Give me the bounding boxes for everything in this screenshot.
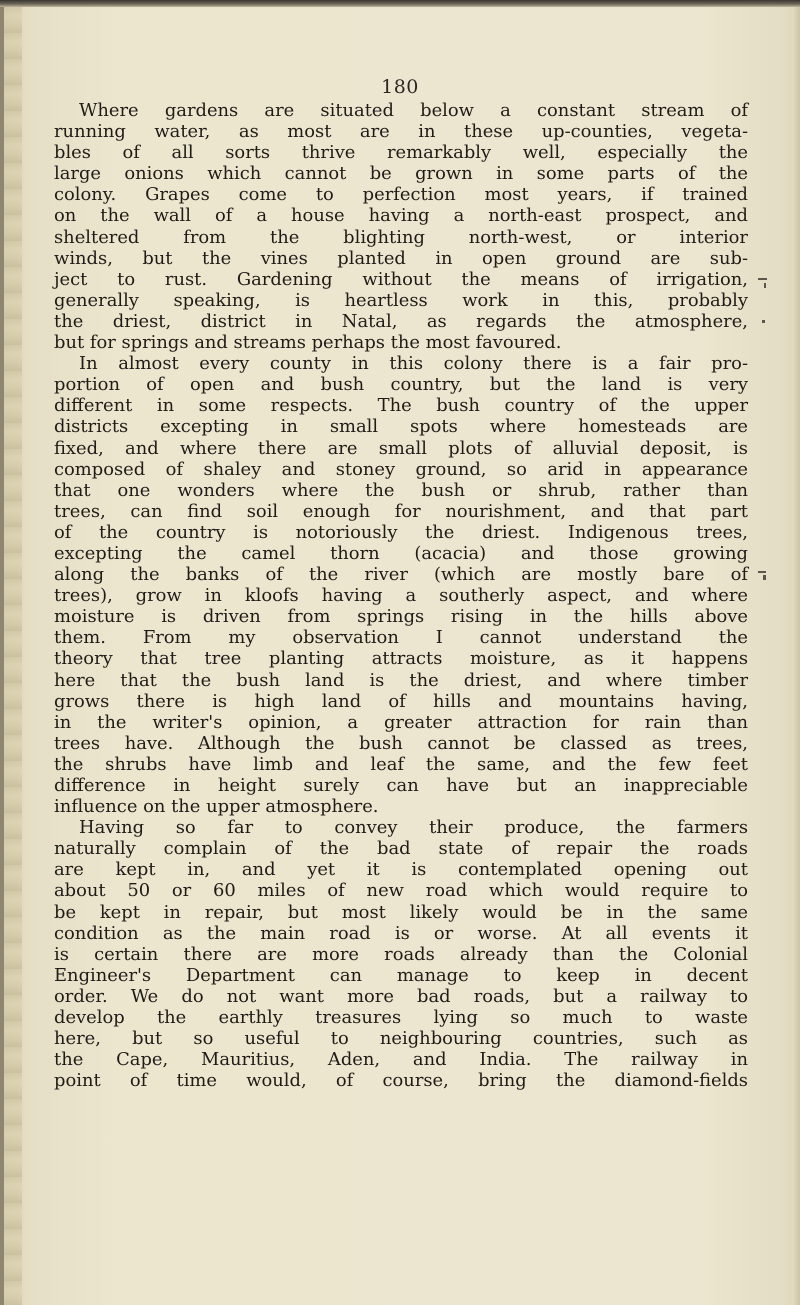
text-line: on the wall of a house having a north-east prospect, and xyxy=(54,205,748,227)
text-line: colony. Grapes come to perfection most years, if trained xyxy=(54,184,748,206)
bleed-mark xyxy=(763,575,766,580)
text-line: of the country is notoriously the driest. Indigenous trees, xyxy=(54,521,748,543)
text-line: trees), grow in kloofs having a southerly aspect, and where xyxy=(54,585,748,607)
text-line: here that the bush land is the driest, and where timber xyxy=(54,669,748,691)
text-line: be kept in repair, but most likely would be in the same xyxy=(54,901,748,923)
text-line: order. We do not want more bad roads, but a railway to xyxy=(54,985,748,1007)
text-line: ject to rust. Gardening without the means of irrigation, xyxy=(54,268,748,290)
text-line: the driest, district in Natal, as regards the atmosphere, xyxy=(54,310,748,332)
bleed-mark xyxy=(758,571,766,573)
text-line: point of time would, of course, bring the diamond-fields xyxy=(54,1070,748,1092)
text-line: winds, but the vines planted in open ground are sub- xyxy=(54,247,748,269)
text-line: Where gardens are situated below a constant stream of xyxy=(79,100,748,121)
text-line: are kept in, and yet it is contemplated opening out xyxy=(54,859,748,881)
text-line: difference in height surely can have but an inappreciable xyxy=(54,775,748,796)
text-line: running water, as most are in these up-counties, vegeta- xyxy=(54,121,748,143)
top-page-edge xyxy=(0,0,800,7)
text-line: excepting the camel thorn (acacia) and those growing xyxy=(54,542,748,564)
text-line: in the writer's opinion, a greater attraction for rain than xyxy=(54,711,748,733)
bleed-mark xyxy=(764,283,766,288)
right-page-edge xyxy=(792,7,800,1305)
text-line: that one wonders where the bush or shrub, rather than xyxy=(54,479,748,501)
text-line: about 50 or 60 miles of new road which would require to xyxy=(54,880,748,902)
text-line: them. From my observation I cannot understand the xyxy=(54,627,748,649)
bleed-mark xyxy=(758,278,767,280)
text-line: generally speaking, is heartless work in this, probably xyxy=(54,289,748,311)
text-line: trees have. Although the bush cannot be classed as trees, xyxy=(54,732,748,754)
left-binding-shadow xyxy=(0,7,4,1305)
text-line: districts excepting in small spots where homesteads are xyxy=(54,416,748,438)
text-line: sheltered from the blighting north-west, or interior xyxy=(54,226,748,248)
text-line: grows there is high land of hills and mountains having, xyxy=(54,690,748,712)
text-line: Engineer's Department can manage to keep in decent xyxy=(54,964,748,986)
text-line: condition as the main road is or worse. At all events it xyxy=(54,922,748,944)
text-line: develop the earthly treasures lying so much to waste xyxy=(54,1007,748,1029)
text-line: bles of all sorts thrive remarkably well, especially the xyxy=(54,142,748,164)
text-line: influence on the upper atmosphere. xyxy=(54,796,379,818)
text-line: trees, can find soil enough for nourishment, and that part xyxy=(54,500,748,522)
text-line: here, but so useful to neighbouring countries, such as xyxy=(54,1028,748,1050)
text-line: naturally complain of the bad state of repair the roads xyxy=(54,838,748,860)
text-line: but for springs and streams perhaps the most favoured. xyxy=(54,332,562,354)
text-line: the shrubs have limb and leaf the same, and the few feet xyxy=(54,753,748,775)
body-text xyxy=(54,100,748,1091)
text-line: large onions which cannot be grown in some parts of the xyxy=(54,163,748,185)
text-line: fixed, and where there are small plots of alluvial deposit, is xyxy=(54,437,748,459)
text-line: Having so far to convey their produce, the farmers xyxy=(79,817,748,839)
bleed-mark xyxy=(762,320,765,323)
text-line: moisture is driven from springs rising in the hills above xyxy=(54,606,748,628)
text-line: along the banks of the river (which are mostly bare of xyxy=(54,564,748,586)
page-number: 180 xyxy=(381,76,419,98)
text-line: portion of open and bush country, but the land is very xyxy=(54,374,748,396)
text-line: theory that tree planting attracts moisture, as it happens xyxy=(54,648,748,670)
text-line: In almost every county in this colony there is a fair pro- xyxy=(79,353,748,375)
text-line: composed of shaley and stoney ground, so arid in appearance xyxy=(54,458,748,480)
text-line: is certain there are more roads already than the Colonial xyxy=(54,943,748,965)
text-line: different in some respects. The bush country of the upper xyxy=(54,395,748,417)
text-line: the Cape, Mauritius, Aden, and India. The railway in xyxy=(54,1049,748,1071)
